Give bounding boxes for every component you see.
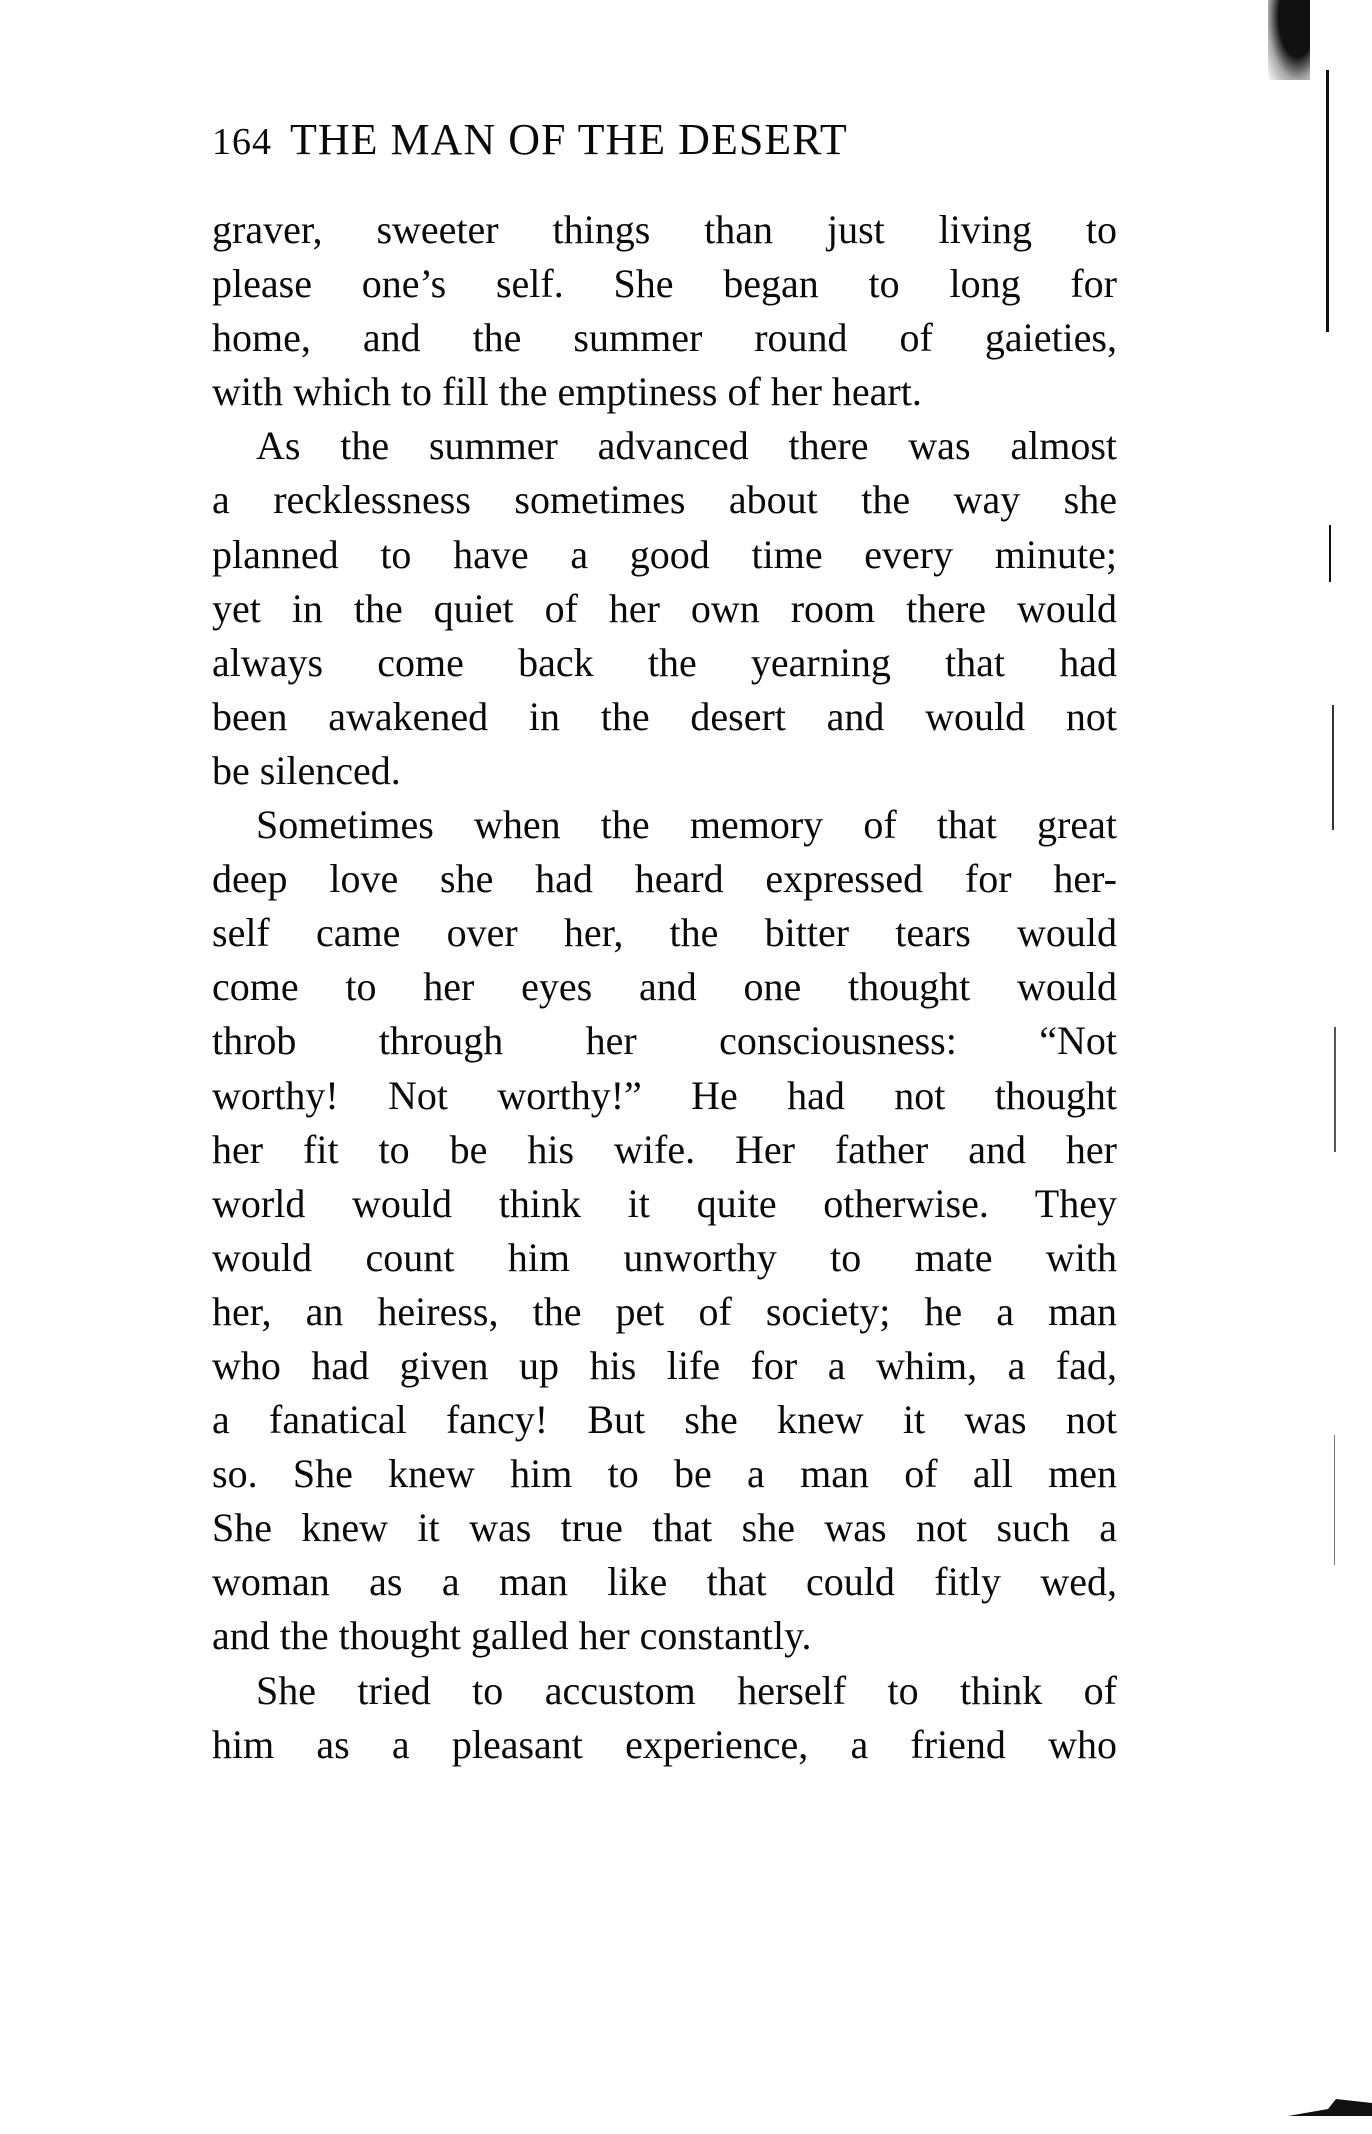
scan-artifact-corner — [1288, 2095, 1372, 2117]
text-line: please one’s self. She began to long for — [212, 261, 1117, 307]
body-text — [212, 203, 1117, 1772]
text-line: woman as a man like that could fitly wed, — [212, 1559, 1117, 1605]
text-line: so. She knew him to be a man of all men — [212, 1451, 1117, 1497]
scan-artifact-edge-line — [1334, 1435, 1335, 1565]
text-line: her, an heiress, the pet of society; he a man — [212, 1288, 1117, 1334]
text-line: with which to fill the emptiness of her heart. — [212, 369, 922, 415]
text-line: graver, sweeter things than just living to — [212, 207, 1117, 252]
text-line: deep love she had heard expressed for her- — [212, 856, 1117, 902]
text-line: a fanatical fancy! But she knew it was not — [212, 1397, 1117, 1443]
text-line: As the summer advanced there was almost — [256, 423, 1117, 469]
text-line: planned to have a good time every minute; — [212, 531, 1117, 577]
scan-artifact-edge-line — [1329, 525, 1331, 582]
text-line: throb through her consciousness: “Not — [212, 1018, 1117, 1064]
running-title: THE MAN OF THE DESERT — [290, 115, 848, 164]
text-line: world would think it quite otherwise. They — [212, 1180, 1117, 1226]
text-line: be silenced. — [212, 747, 401, 793]
text-line: She tried to accustom herself to think of — [256, 1667, 1117, 1713]
text-line: a recklessness sometimes about the way she — [212, 477, 1117, 523]
text-line: always come back the yearning that had — [212, 639, 1117, 685]
text-line: worthy! Not worthy!” He had not thought — [212, 1072, 1117, 1118]
scan-artifact-top — [1268, 0, 1310, 80]
text-line: would count him unworthy to mate with — [212, 1234, 1117, 1280]
text-line: been awakened in the desert and would not — [212, 693, 1117, 739]
text-line: her fit to be his wife. Her father and her — [212, 1126, 1117, 1172]
scan-artifact-edge-line — [1334, 1027, 1336, 1152]
text-line: Sometimes when the memory of that great — [256, 802, 1117, 848]
text-line: him as a pleasant experience, a friend who — [212, 1721, 1117, 1767]
scan-artifact-edge-line — [1332, 705, 1334, 830]
text-line: home, and the summer round of gaieties, — [212, 315, 1117, 361]
scan-artifact-edge-line — [1326, 70, 1329, 332]
running-head — [212, 112, 1112, 170]
text-line: come to her eyes and one thought would — [212, 964, 1117, 1010]
page-number: 164 — [212, 121, 272, 163]
text-line: self came over her, the bitter tears would — [212, 910, 1117, 956]
text-line: who had given up his life for a whim, a fad, — [212, 1342, 1117, 1388]
text-line: yet in the quiet of her own room there would — [212, 585, 1117, 631]
text-line: and the thought galled her constantly. — [212, 1613, 812, 1659]
text-line: She knew it was true that she was not such a — [212, 1505, 1117, 1551]
